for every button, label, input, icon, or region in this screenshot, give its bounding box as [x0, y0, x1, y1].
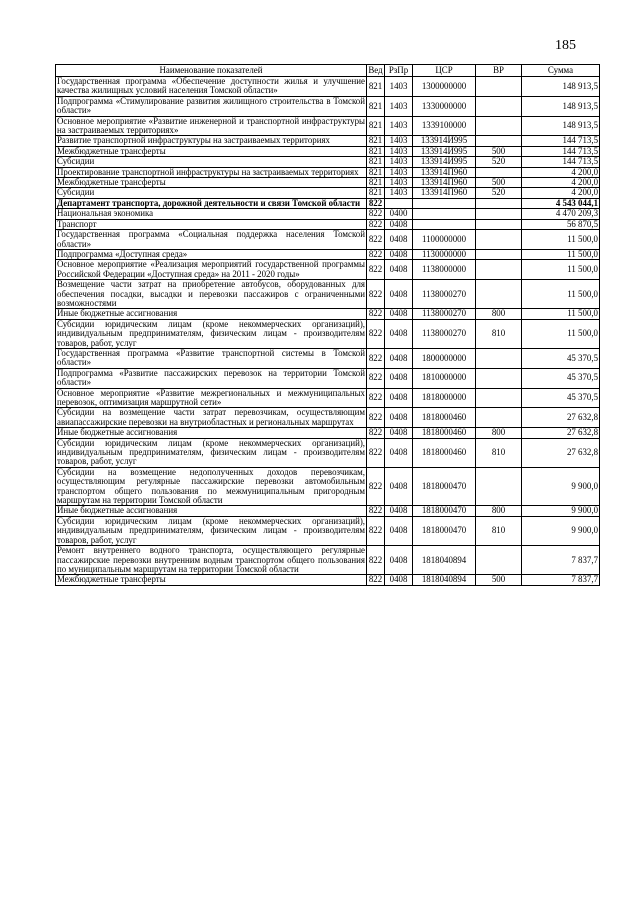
- table-row: [56, 230, 600, 250]
- cell-name: Субсидии: [56, 188, 367, 198]
- cell-rzpr: 0408: [385, 249, 413, 259]
- cell-sum: 4 470 209,3: [522, 209, 600, 219]
- cell-csr: 1138000270: [413, 319, 476, 348]
- cell-sum: 56 870,5: [522, 219, 600, 229]
- cell-sum: 27 632,8: [522, 408, 600, 428]
- cell-rzpr: 0408: [385, 368, 413, 388]
- cell-name: Департамент транспорта, дорожной деятельности и связи Томской области: [56, 198, 367, 208]
- cell-csr: [413, 219, 476, 229]
- cell-rzpr: 0400: [385, 209, 413, 219]
- table-row: [56, 188, 600, 198]
- cell-csr: 133914П960: [413, 178, 476, 188]
- cell-ved: 822: [367, 230, 385, 250]
- cell-name: Иные бюджетные ассигнования: [56, 506, 367, 516]
- cell-csr: 1300000000: [413, 77, 476, 97]
- table-row: [56, 198, 600, 208]
- cell-csr: 133914И995: [413, 157, 476, 167]
- cell-name: Подпрограмма «Стимулирование развития жилищного строительства в Томской области»: [57, 95, 365, 116]
- cell-vr: [476, 546, 522, 575]
- cell-ved: 821: [367, 157, 385, 167]
- cell-rzpr: 0408: [385, 408, 413, 428]
- cell-rzpr: 0408: [385, 388, 413, 408]
- cell-ved: 821: [367, 96, 385, 116]
- table-row: [56, 260, 600, 280]
- cell-sum: 144 713,5: [522, 157, 600, 167]
- table-row: [56, 96, 600, 116]
- cell-ved: 822: [367, 309, 385, 319]
- cell-sum: 11 500,0: [522, 260, 600, 280]
- cell-csr: 1818000000: [413, 388, 476, 408]
- cell-sum: 4 200,0: [522, 188, 600, 198]
- table-row: [56, 77, 600, 97]
- cell-rzpr: 0408: [385, 348, 413, 368]
- cell-rzpr: 1403: [385, 146, 413, 156]
- header-csr: ЦСР: [413, 65, 476, 77]
- cell-sum: 9 900,0: [522, 467, 600, 506]
- cell-name: Транспорт: [56, 219, 367, 229]
- cell-sum: 11 500,0: [522, 249, 600, 259]
- table-row: [56, 280, 600, 309]
- cell-vr: [476, 167, 522, 177]
- cell-sum: 27 632,8: [522, 438, 600, 467]
- cell-sum: 45 370,5: [522, 388, 600, 408]
- table-header-row: [56, 65, 600, 77]
- cell-sum: 148 913,5: [522, 116, 600, 136]
- cell-ved: 822: [367, 438, 385, 467]
- cell-ved: 822: [367, 368, 385, 388]
- cell-ved: 822: [367, 348, 385, 368]
- cell-rzpr: 1403: [385, 188, 413, 198]
- table-row: [56, 546, 600, 575]
- cell-csr: 1818000470: [413, 516, 476, 545]
- cell-sum: 11 500,0: [522, 309, 600, 319]
- cell-name: Государственная программа «Обеспечение доступности жилья и улучшение качества жилищных условий населения Томской области»: [57, 76, 365, 96]
- cell-sum: 45 370,5: [522, 348, 600, 368]
- cell-csr: 1130000000: [413, 249, 476, 259]
- cell-vr: 800: [476, 309, 522, 319]
- table-row: [56, 506, 600, 516]
- cell-name: Иные бюджетные ассигнования: [56, 309, 367, 319]
- cell-rzpr: 0408: [385, 280, 413, 309]
- cell-name: Основное мероприятие «Развитие межрегиональных и межмуниципальных перевозок, оптимизация маршрутной сети»: [57, 387, 365, 407]
- cell-csr: [413, 209, 476, 219]
- table-row: [56, 368, 600, 388]
- cell-csr: 1818000470: [413, 506, 476, 516]
- table-row: [56, 348, 600, 368]
- cell-rzpr: 1403: [385, 136, 413, 146]
- cell-name: Субсидии на возмещение недополученных доходов перевозчикам, осуществляющим регулярные пассажирские перевозки автомобильным транспортом общего пользования по межмуниципальным пригородным маршрутам на территории Томской области: [57, 466, 365, 506]
- cell-rzpr: 0408: [385, 319, 413, 348]
- cell-rzpr: 0408: [385, 230, 413, 250]
- cell-ved: 822: [367, 467, 385, 506]
- cell-ved: 822: [367, 516, 385, 545]
- cell-sum: 4 200,0: [522, 178, 600, 188]
- page-number: 185: [555, 38, 576, 53]
- table-row: [56, 438, 600, 467]
- cell-name: Проектирование транспортной инфраструктуры на застраиваемых территориях: [56, 167, 367, 177]
- cell-csr: 1810000000: [413, 368, 476, 388]
- cell-name: Субсидии: [56, 157, 367, 167]
- cell-ved: 821: [367, 146, 385, 156]
- cell-vr: [476, 136, 522, 146]
- cell-vr: 800: [476, 428, 522, 438]
- table-row: [56, 146, 600, 156]
- cell-ved: 821: [367, 167, 385, 177]
- cell-name: Субсидии юридическим лицам (кроме некоммерческих организаций), индивидуальным предпринимателям, физическим лицам - производителям товаров, работ, услуг: [57, 437, 365, 467]
- cell-csr: 1818040894: [413, 575, 476, 585]
- cell-sum: 11 500,0: [522, 280, 600, 309]
- cell-sum: 9 900,0: [522, 506, 600, 516]
- cell-csr: 133914И995: [413, 136, 476, 146]
- cell-vr: [476, 77, 522, 97]
- cell-csr: 133914И995: [413, 146, 476, 156]
- table-row: [56, 467, 600, 506]
- cell-sum: 27 632,8: [522, 428, 600, 438]
- cell-csr: 1138000270: [413, 309, 476, 319]
- cell-rzpr: 1403: [385, 178, 413, 188]
- cell-vr: [476, 116, 522, 136]
- table-row: [56, 219, 600, 229]
- header-name: Наименование показателей: [56, 65, 367, 77]
- table-row: [56, 319, 600, 348]
- cell-sum: 148 913,5: [522, 77, 600, 97]
- cell-rzpr: 0408: [385, 219, 413, 229]
- cell-name: Иные бюджетные ассигнования: [56, 428, 367, 438]
- table-row: [56, 575, 600, 585]
- cell-rzpr: 1403: [385, 157, 413, 167]
- cell-vr: 800: [476, 506, 522, 516]
- cell-ved: 821: [367, 178, 385, 188]
- header-sum: Сумма: [522, 65, 600, 77]
- cell-ved: 822: [367, 575, 385, 585]
- cell-sum: 4 543 044,1: [522, 198, 600, 208]
- header-vr: ВР: [476, 65, 522, 77]
- cell-vr: 810: [476, 516, 522, 545]
- cell-rzpr: [385, 198, 413, 208]
- header-rzpr: РзПр: [385, 65, 413, 77]
- cell-sum: 7 837,7: [522, 575, 600, 585]
- cell-rzpr: 1403: [385, 96, 413, 116]
- cell-rzpr: 0408: [385, 506, 413, 516]
- cell-sum: 11 500,0: [522, 230, 600, 250]
- cell-ved: 822: [367, 319, 385, 348]
- cell-sum: 9 900,0: [522, 516, 600, 545]
- cell-name: Ремонт внутреннего водного транспорта, осуществляющего регулярные пассажирские перевозки внутренним водным транспортом общего пользования по муниципальным маршрутам на территории Томской области: [57, 545, 365, 574]
- cell-name: Межбюджетные трансферты: [56, 178, 367, 188]
- cell-sum: 45 370,5: [522, 368, 600, 388]
- cell-name: Возмещение части затрат на приобретение автобусов, оборудованных для обеспечения посадки, высадки и перевозки пассажиров с ограниченными возможностями: [57, 279, 365, 308]
- cell-ved: 822: [367, 506, 385, 516]
- cell-csr: 1818000460: [413, 428, 476, 438]
- cell-ved: 821: [367, 136, 385, 146]
- cell-rzpr: 0408: [385, 467, 413, 506]
- cell-vr: [476, 368, 522, 388]
- table-body: [56, 77, 600, 586]
- cell-csr: 1339100000: [413, 116, 476, 136]
- cell-name: Субсидии на возмещение части затрат перевозчикам, осуществляющим авиапассажирские перевозки на внутриобластных и региональных маршрутах: [57, 407, 365, 427]
- cell-rzpr: 0408: [385, 438, 413, 467]
- table-row: [56, 167, 600, 177]
- cell-name: Межбюджетные трансферты: [56, 146, 367, 156]
- cell-vr: [476, 408, 522, 428]
- cell-name: Национальная экономика: [56, 209, 367, 219]
- cell-sum: 148 913,5: [522, 96, 600, 116]
- cell-rzpr: 0408: [385, 516, 413, 545]
- table-row: [56, 157, 600, 167]
- table-row: [56, 178, 600, 188]
- cell-name: Основное мероприятие «Развитие инженерной и транспортной инфраструктуры на застраиваемых территориях»: [57, 115, 365, 136]
- table-row: [56, 309, 600, 319]
- cell-vr: 520: [476, 188, 522, 198]
- cell-ved: 822: [367, 546, 385, 575]
- table-row: [56, 388, 600, 408]
- cell-sum: 7 837,7: [522, 546, 600, 575]
- cell-rzpr: 0408: [385, 575, 413, 585]
- cell-ved: 822: [367, 198, 385, 208]
- cell-ved: 822: [367, 428, 385, 438]
- cell-csr: 1818000460: [413, 408, 476, 428]
- cell-name: Развитие транспортной инфраструктуры на застраиваемых территориях: [56, 136, 367, 146]
- cell-ved: 822: [367, 209, 385, 219]
- cell-vr: 500: [476, 146, 522, 156]
- cell-name: Основное мероприятие «Реализация мероприятий государственной программы Российской Федерации «Доступная среда» на 2011 - 2020 годы»: [57, 259, 365, 279]
- cell-csr: 1818000460: [413, 438, 476, 467]
- cell-ved: 822: [367, 408, 385, 428]
- cell-name: Подпрограмма «Развитие пассажирских перевозок на территории Томской области»: [57, 367, 365, 388]
- cell-csr: 133914П960: [413, 188, 476, 198]
- cell-csr: 133914П960: [413, 167, 476, 177]
- cell-name: Субсидии юридическим лицам (кроме некоммерческих организаций), индивидуальным предпринимателям, физическим лицам - производителям товаров, работ, услуг: [57, 318, 365, 348]
- cell-vr: [476, 219, 522, 229]
- table-row: [56, 136, 600, 146]
- cell-ved: 822: [367, 388, 385, 408]
- cell-csr: 1330000000: [413, 96, 476, 116]
- table-row: [56, 516, 600, 545]
- cell-csr: 1800000000: [413, 348, 476, 368]
- cell-sum: 4 200,0: [522, 167, 600, 177]
- budget-table: [55, 64, 600, 586]
- cell-ved: 822: [367, 280, 385, 309]
- cell-vr: [476, 249, 522, 259]
- cell-csr: 1138000000: [413, 260, 476, 280]
- cell-ved: 821: [367, 77, 385, 97]
- cell-ved: 822: [367, 249, 385, 259]
- cell-rzpr: 0408: [385, 309, 413, 319]
- cell-vr: [476, 280, 522, 309]
- cell-name: Государственная программа «Социальная поддержка населения Томской области»: [57, 229, 365, 249]
- cell-csr: 1138000270: [413, 280, 476, 309]
- cell-rzpr: 1403: [385, 77, 413, 97]
- table-row: [56, 209, 600, 219]
- cell-csr: 1818000470: [413, 467, 476, 506]
- cell-rzpr: 1403: [385, 116, 413, 136]
- table-row: [56, 428, 600, 438]
- cell-vr: [476, 467, 522, 506]
- cell-vr: [476, 198, 522, 208]
- cell-vr: [476, 230, 522, 250]
- cell-ved: 821: [367, 188, 385, 198]
- cell-vr: [476, 209, 522, 219]
- cell-sum: 144 713,5: [522, 136, 600, 146]
- cell-vr: 500: [476, 575, 522, 585]
- cell-name: Подпрограмма «Доступная среда»: [56, 249, 367, 259]
- cell-sum: 11 500,0: [522, 319, 600, 348]
- cell-name: Субсидии юридическим лицам (кроме некоммерческих организаций), индивидуальным предпринимателям, физическим лицам - производителям товаров, работ, услуг: [57, 515, 365, 545]
- cell-vr: [476, 388, 522, 408]
- cell-vr: 500: [476, 178, 522, 188]
- cell-vr: 810: [476, 438, 522, 467]
- cell-rzpr: 0408: [385, 546, 413, 575]
- cell-sum: 144 713,5: [522, 146, 600, 156]
- cell-csr: [413, 198, 476, 208]
- cell-ved: 822: [367, 260, 385, 280]
- cell-csr: 1818040894: [413, 546, 476, 575]
- table-row: [56, 116, 600, 136]
- cell-ved: 821: [367, 116, 385, 136]
- cell-vr: 520: [476, 157, 522, 167]
- cell-vr: [476, 96, 522, 116]
- cell-name: Межбюджетные трансферты: [56, 575, 367, 585]
- cell-rzpr: 0408: [385, 428, 413, 438]
- table-row: [56, 408, 600, 428]
- cell-rzpr: 1403: [385, 167, 413, 177]
- table-row: [56, 249, 600, 259]
- cell-vr: [476, 348, 522, 368]
- header-ved: Вед: [368, 64, 383, 75]
- cell-vr: 810: [476, 319, 522, 348]
- cell-rzpr: 0408: [385, 260, 413, 280]
- cell-ved: 822: [367, 219, 385, 229]
- cell-name: Государственная программа «Развитие транспортной системы в Томской области»: [57, 347, 365, 368]
- cell-csr: 1100000000: [413, 230, 476, 250]
- cell-vr: [476, 260, 522, 280]
